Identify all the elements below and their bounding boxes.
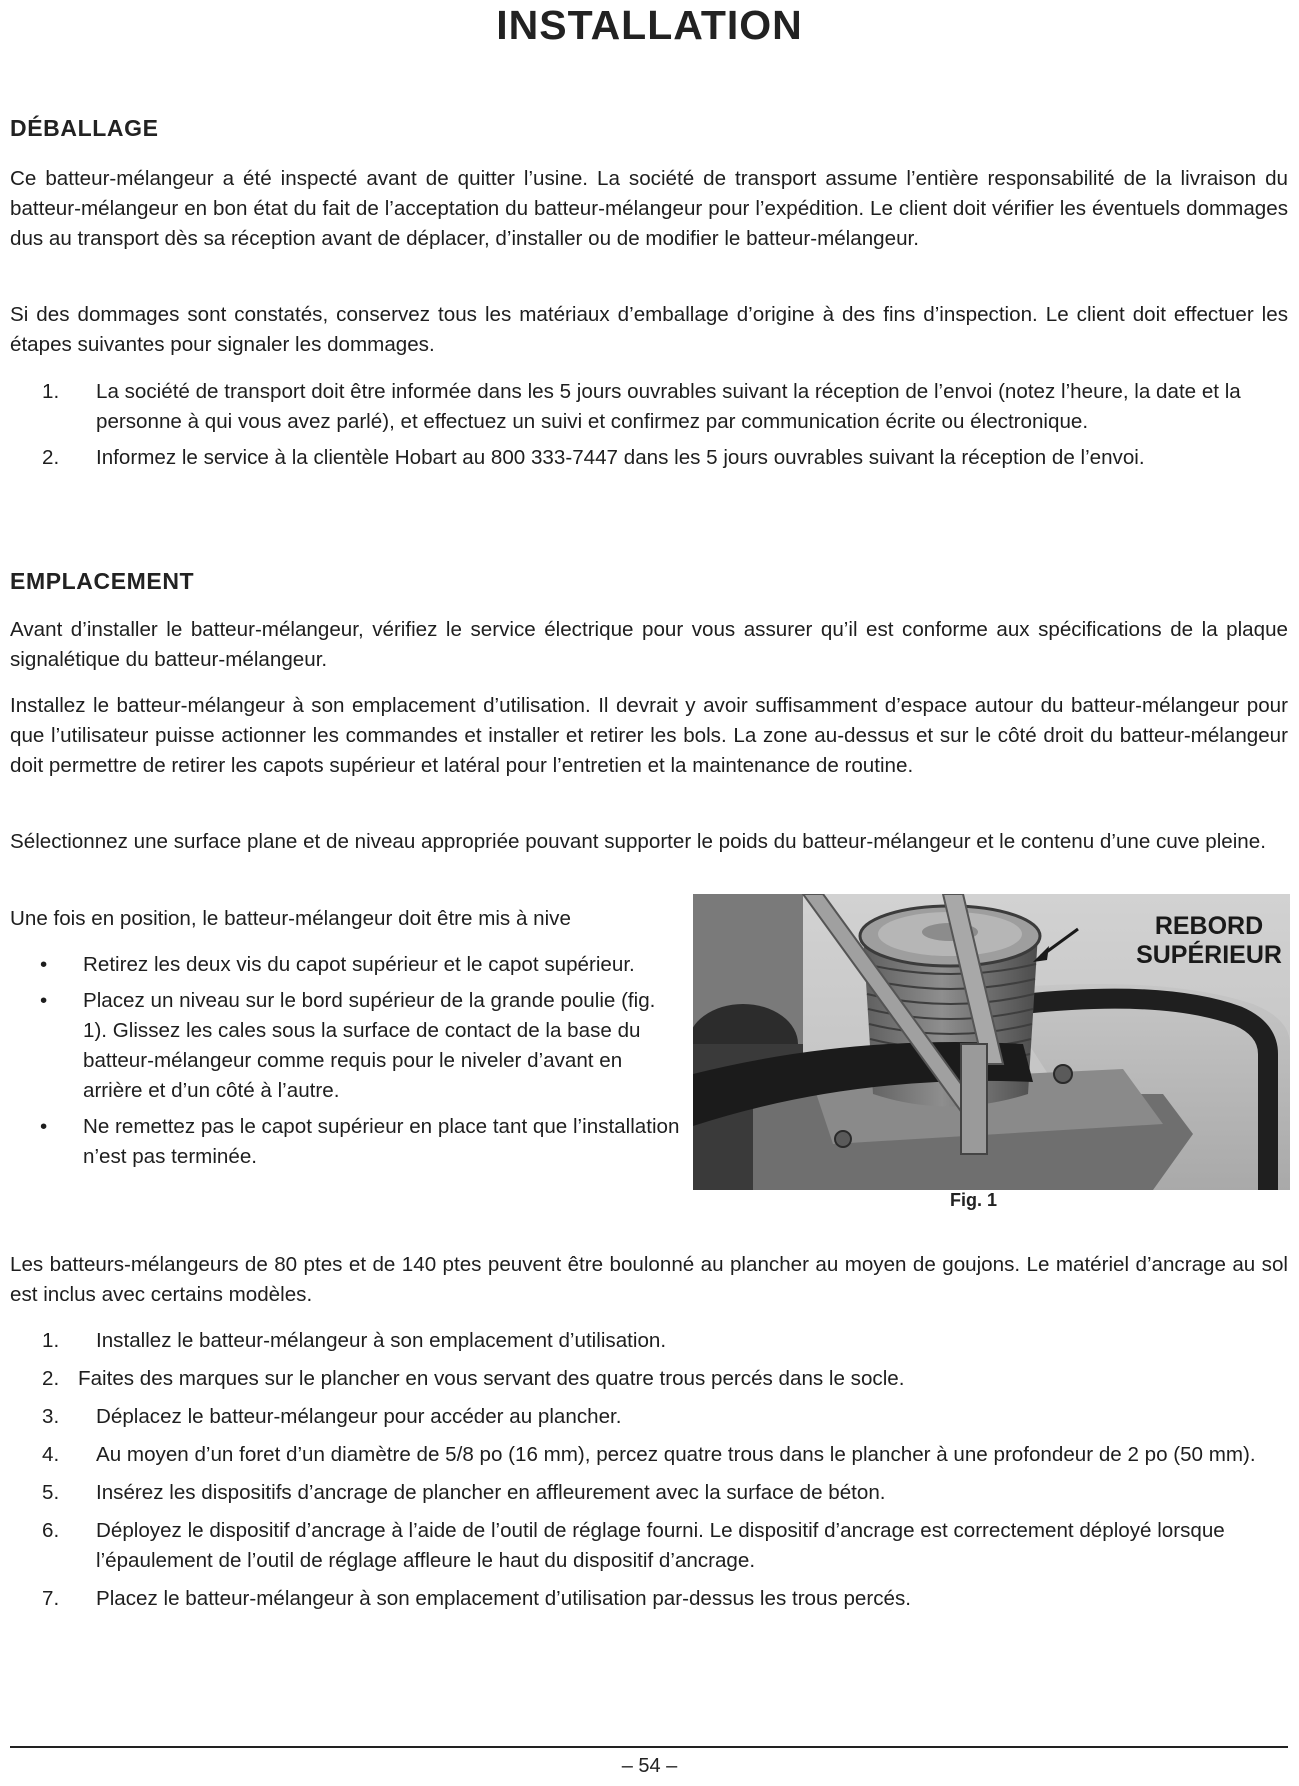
section-heading-deballage: DÉBALLAGE xyxy=(10,115,159,141)
emplacement-paragraph-5: Les batteurs-mélangeurs de 80 ptes et de 140 ptes peuvent être boulonné au plancher au moyen de goujons. Le matériel d’ancrage au sol est inclus avec certains modèles. xyxy=(10,1253,1288,1306)
list-item xyxy=(0,1516,1299,1576)
list-number: 4. xyxy=(42,1443,60,1466)
list-item xyxy=(0,1402,1299,1432)
pulley-illustration xyxy=(693,894,1290,1190)
list-number: 1. xyxy=(42,380,60,403)
list-item xyxy=(0,1440,1299,1470)
deballage-paragraph-2: Si des dommages sont constatés, conservez tous les matériaux d’emballage d’origine à des fins d’inspection. Le client doit effectuer les étapes suivantes pour signaler les dommages. xyxy=(10,303,1288,356)
bullet: • xyxy=(40,953,48,976)
page-title: INSTALLATION xyxy=(496,2,803,48)
list-item xyxy=(0,1478,1299,1508)
list-text: Placez un niveau sur le bord supérieur de la grande poulie (fig. 1). Glissez les cales sous la surface de contact de la base du batteur-mélangeur comme requis pour le niveler d’avant en arrière et d’un côté à l’autre. xyxy=(83,989,656,1102)
list-item xyxy=(0,986,690,1106)
figure-caption: Fig. 1 xyxy=(950,1190,998,1210)
list-text: Insérez les dispositifs d’ancrage de plancher en affleurement avec la surface de béton. xyxy=(96,1481,886,1504)
list-number: 2. xyxy=(42,1367,60,1390)
list-text: Faites des marques sur le plancher en vous servant des quatre trous percés dans le socle. xyxy=(78,1367,905,1390)
list-text: Ne remettez pas le capot supérieur en place tant que l’installation n’est pas terminée. xyxy=(83,1115,680,1168)
list-item xyxy=(0,377,1299,437)
footer-divider xyxy=(10,1746,1288,1748)
list-number: 2. xyxy=(42,446,60,469)
list-text: Placez le batteur-mélangeur à son emplacement d’utilisation par-dessus les trous percés. xyxy=(96,1587,912,1610)
emplacement-paragraph-4: Une fois en position, le batteur-mélangeur doit être mis à nive xyxy=(10,907,571,930)
figure-label-line1: REBORD xyxy=(1154,912,1264,940)
figure-1-photo xyxy=(693,894,1290,1190)
emplacement-paragraph-1: Avant d’installer le batteur-mélangeur, vérifiez le service électrique pour vous assurer qu’il est conforme aux spécifications de la plaque signalétique du batteur-mélangeur. xyxy=(10,618,1288,671)
list-item xyxy=(0,1326,1299,1356)
list-text: Déplacez le batteur-mélangeur pour accéder au plancher. xyxy=(96,1405,622,1428)
list-number: 6. xyxy=(42,1519,60,1542)
list-item xyxy=(0,443,1299,473)
bullet: • xyxy=(40,989,48,1012)
page-number: – 54 – xyxy=(621,1755,678,1777)
figure-label-line2: SUPÉRIEUR xyxy=(1136,941,1282,969)
damage-steps-list xyxy=(0,377,1299,473)
list-item xyxy=(0,1112,690,1172)
emplacement-paragraph-3: Sélectionnez une surface plane et de niveau appropriée pouvant supporter le poids du batteur-mélangeur et le contenu d’une cuve pleine. xyxy=(10,830,1266,853)
list-text: La société de transport doit être informée dans les 5 jours ouvrables suivant la réception de l’envoi (notez l’heure, la date et la personne à qui vous avez parlé), et effectuez un suivi et confirmez par communication écrite ou électronique. xyxy=(96,380,1241,433)
emplacement-paragraph-2: Installez le batteur-mélangeur à son emplacement d’utilisation. Il devrait y avoir suffisamment d’espace autour du batteur-mélangeur pour que l’utilisateur puisse actionner les commandes et installer et retirer les bols. La zone au-dessus et sur le côté droit du batteur-mélangeur doit permettre de retirer les capots supérieur et latéral pour l’entretien et la maintenance de routine. xyxy=(10,694,1288,777)
list-text: Au moyen d’un foret d’un diamètre de 5/8 po (16 mm), percez quatre trous dans le plancher à une profondeur de 2 po (50 mm). xyxy=(96,1443,1256,1466)
list-text: Déployez le dispositif d’ancrage à l’aide de l’outil de réglage fourni. Le dispositif d’ancrage est correctement déployé lorsque l’épaulement de l’outil de réglage affleure le haut du dispositif d’ancrage. xyxy=(96,1519,1225,1572)
list-text: Informez le service à la clientèle Hobart au 800 333-7447 dans les 5 jours ouvrables suivant la réception de l’envoi. xyxy=(96,446,1145,469)
list-item xyxy=(0,1364,1299,1394)
list-number: 3. xyxy=(42,1405,60,1428)
list-number: 5. xyxy=(42,1481,60,1504)
list-item xyxy=(0,1584,1299,1614)
section-heading-emplacement: EMPLACEMENT xyxy=(10,568,195,594)
list-text: Installez le batteur-mélangeur à son emplacement d’utilisation. xyxy=(96,1329,667,1352)
list-number: 1. xyxy=(42,1329,60,1352)
deballage-paragraph-1: Ce batteur-mélangeur a été inspecté avant de quitter l’usine. La société de transport assume l’entière responsabilité de la livraison du batteur-mélangeur en bon état du fait de l’acceptation du batteur-mélangeur pour l’expédition. Le client doit vérifier les éventuels dommages dus au transport dès sa réception avant de déplacer, d’installer ou de modifier le batteur-mélangeur. xyxy=(10,167,1288,250)
bullet: • xyxy=(40,1115,48,1138)
anchoring-steps-list xyxy=(0,1326,1299,1614)
list-number: 7. xyxy=(42,1587,60,1610)
list-item xyxy=(0,950,690,980)
leveling-bullet-list xyxy=(0,950,690,1172)
list-text: Retirez les deux vis du capot supérieur et le capot supérieur. xyxy=(83,953,635,976)
